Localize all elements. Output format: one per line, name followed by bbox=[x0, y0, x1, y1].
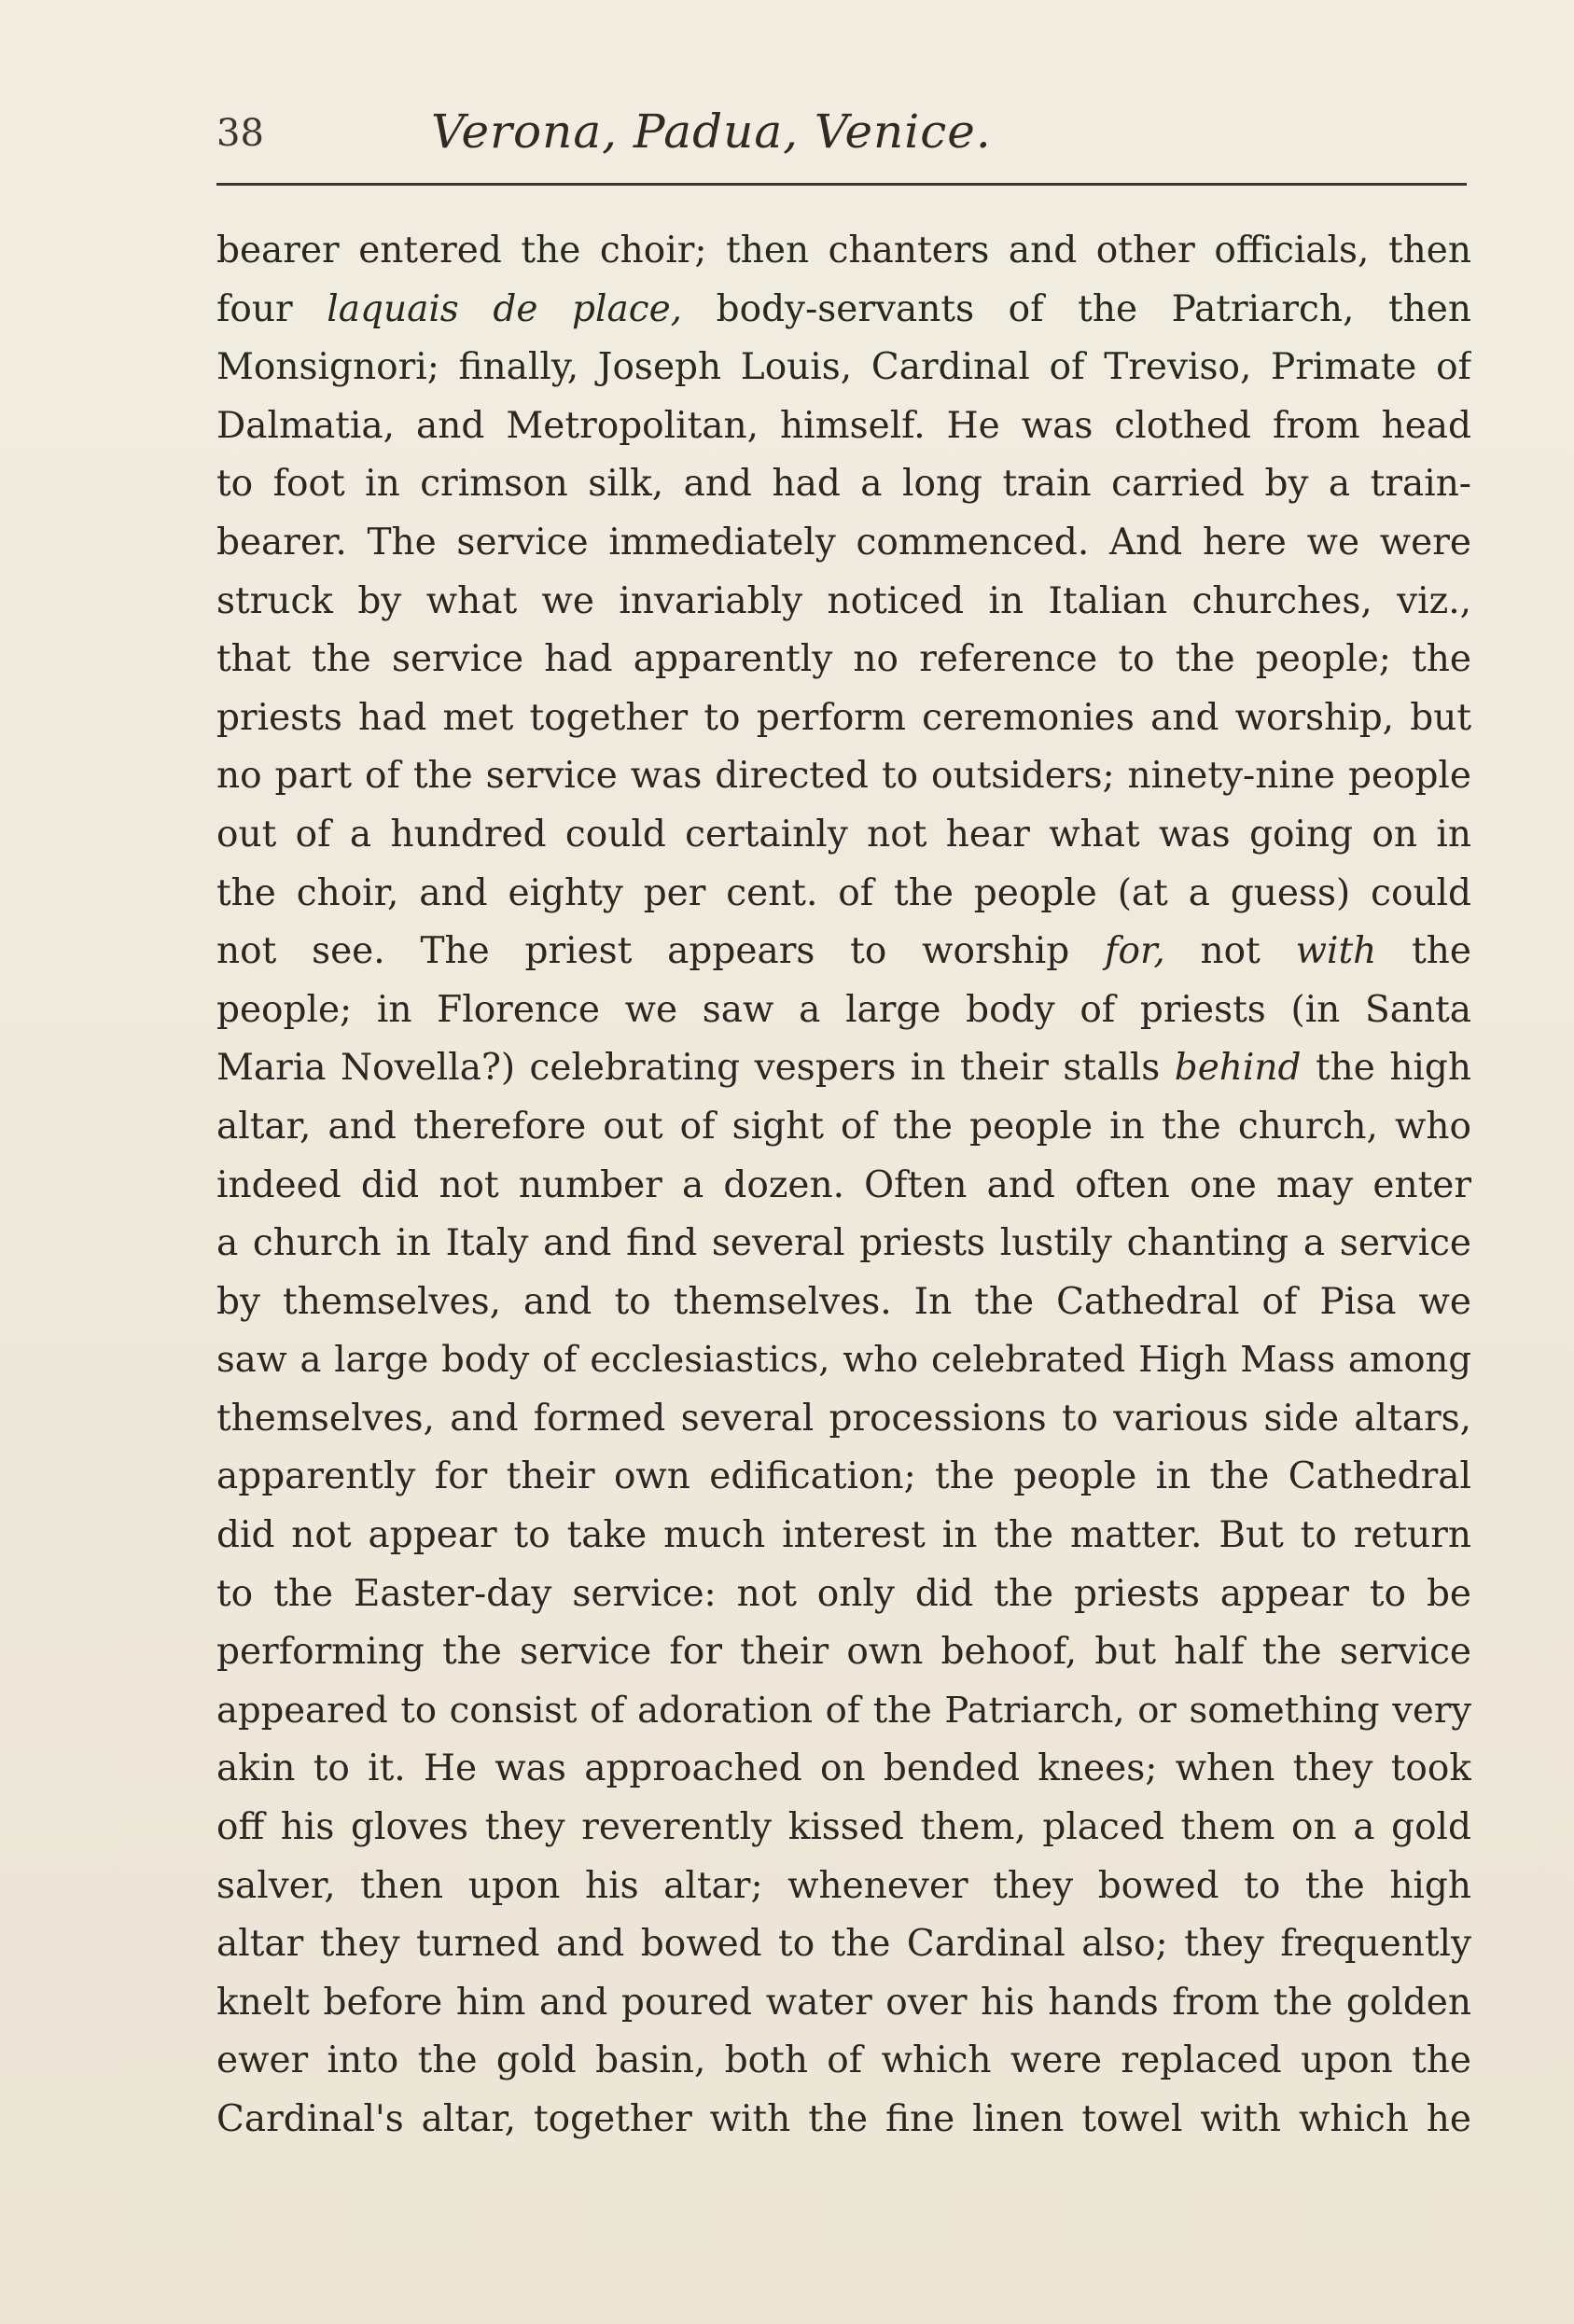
text-segment: the bbox=[1376, 930, 1471, 973]
text-line bbox=[216, 1623, 1471, 1682]
italic-text: behind bbox=[1174, 1047, 1302, 1090]
text-line bbox=[216, 1331, 1471, 1390]
text-segment: the high bbox=[1301, 1047, 1471, 1090]
text-line bbox=[216, 1740, 1471, 1799]
text-segment: not bbox=[1164, 930, 1296, 973]
text-line bbox=[216, 631, 1471, 689]
text-segment: that the service had apparently no reference to the people; the bbox=[216, 638, 1471, 681]
text-segment: body-servants of the Patriarch, then bbox=[682, 287, 1471, 330]
running-head: Verona, Padua, Venice. bbox=[431, 104, 992, 159]
text-segment: Monsignori; finally, Joseph Louis, Cardinal of Treviso, Primate of bbox=[216, 346, 1471, 389]
body-text bbox=[216, 222, 1471, 2150]
text-line bbox=[216, 1215, 1471, 1273]
text-segment: people; in Florence we saw a large body of priests (in Santa bbox=[216, 988, 1471, 1031]
text-segment: out of a hundred could certainly not hear what was going on in bbox=[216, 813, 1471, 856]
text-line bbox=[216, 281, 1471, 340]
page-header bbox=[216, 104, 1467, 170]
text-segment: themselves, and formed several processions to various side altars, bbox=[216, 1397, 1471, 1440]
text-segment: off his gloves they reverently kissed them, placed them on a gold bbox=[216, 1806, 1471, 1849]
text-line bbox=[216, 339, 1471, 397]
text-segment: Maria Novella?) celebrating vespers in their stalls bbox=[216, 1047, 1175, 1090]
text-segment: salver, then upon his altar; whenever they bowed to the high bbox=[216, 1864, 1471, 1907]
text-line bbox=[216, 1390, 1471, 1449]
text-line bbox=[216, 806, 1471, 865]
text-segment: indeed did not number a dozen. Often and often one may enter bbox=[216, 1163, 1471, 1206]
text-segment: four bbox=[216, 287, 327, 330]
text-line bbox=[216, 689, 1471, 748]
italic-text: for, bbox=[1105, 930, 1165, 973]
text-line bbox=[216, 1974, 1471, 2033]
text-segment: altar, and therefore out of sight of the people in the church, who bbox=[216, 1105, 1471, 1148]
header-rule bbox=[216, 183, 1467, 186]
text-segment: by themselves, and to themselves. In the Cathedral of Pisa we bbox=[216, 1280, 1471, 1323]
text-segment: the choir, and eighty per cent. of the people (at a guess) could bbox=[216, 871, 1471, 914]
text-segment: struck by what we invariably noticed in Italian churches, viz., bbox=[216, 579, 1471, 622]
text-line bbox=[216, 573, 1471, 632]
text-segment: performing the service for their own behoof, but half the service bbox=[216, 1631, 1471, 1674]
text-line bbox=[216, 1507, 1471, 1566]
text-segment: akin to it. He was approached on bended knees; when they took bbox=[216, 1747, 1471, 1790]
text-line bbox=[216, 1098, 1471, 1157]
text-segment: altar they turned and bowed to the Cardinal also; they frequently bbox=[216, 1923, 1471, 1966]
text-segment: did not appear to take much interest in the matter. But to return bbox=[216, 1514, 1471, 1557]
text-line bbox=[216, 222, 1471, 281]
text-line bbox=[216, 1799, 1471, 1858]
text-segment: knelt before him and poured water over his hands from the golden bbox=[216, 1981, 1471, 2024]
text-line bbox=[216, 1682, 1471, 1741]
text-line bbox=[216, 747, 1471, 806]
text-line bbox=[216, 2091, 1471, 2150]
text-line bbox=[216, 1915, 1471, 1974]
text-segment: ewer into the gold basin, both of which were replaced upon the bbox=[216, 2039, 1471, 2082]
text-segment: bearer. The service immediately commenced. And here we were bbox=[216, 521, 1471, 564]
text-segment: priests had met together to perform ceremonies and worship, but bbox=[216, 696, 1471, 739]
text-line bbox=[216, 1157, 1471, 1216]
text-line bbox=[216, 865, 1471, 924]
text-line bbox=[216, 1039, 1471, 1098]
text-segment: appeared to consist of adoration of the Patriarch, or something very bbox=[216, 1689, 1471, 1732]
text-line bbox=[216, 514, 1471, 573]
text-line bbox=[216, 1273, 1471, 1332]
text-line bbox=[216, 1448, 1471, 1507]
text-segment: to the Easter-day service: not only did the priests appear to be bbox=[216, 1572, 1471, 1615]
text-line bbox=[216, 1858, 1471, 1916]
text-segment: no part of the service was directed to outsiders; ninety-nine people bbox=[216, 755, 1471, 798]
text-segment: not see. The priest appears to worship bbox=[216, 930, 1106, 973]
italic-text: laquais de place, bbox=[327, 287, 683, 330]
text-segment: Dalmatia, and Metropolitan, himself. He was clothed from head bbox=[216, 404, 1471, 447]
italic-text: with bbox=[1295, 930, 1377, 973]
text-segment: apparently for their own edification; the people in the Cathedral bbox=[216, 1455, 1471, 1498]
text-segment: Cardinal's altar, together with the fine linen towel with which he bbox=[216, 2098, 1471, 2140]
text-line bbox=[216, 397, 1471, 456]
page-number: 38 bbox=[216, 112, 264, 155]
text-line bbox=[216, 981, 1471, 1040]
text-segment: bearer entered the choir; then chanters and other officials, then bbox=[216, 230, 1471, 271]
text-line bbox=[216, 923, 1471, 981]
text-line bbox=[216, 2032, 1471, 2091]
text-segment: a church in Italy and find several priests lustily chanting a service bbox=[216, 1222, 1471, 1265]
text-line bbox=[216, 455, 1471, 514]
text-segment: saw a large body of ecclesiastics, who celebrated High Mass among bbox=[216, 1339, 1471, 1382]
text-segment: to foot in crimson silk, and had a long train carried by a train- bbox=[216, 463, 1471, 506]
text-line bbox=[216, 1566, 1471, 1624]
